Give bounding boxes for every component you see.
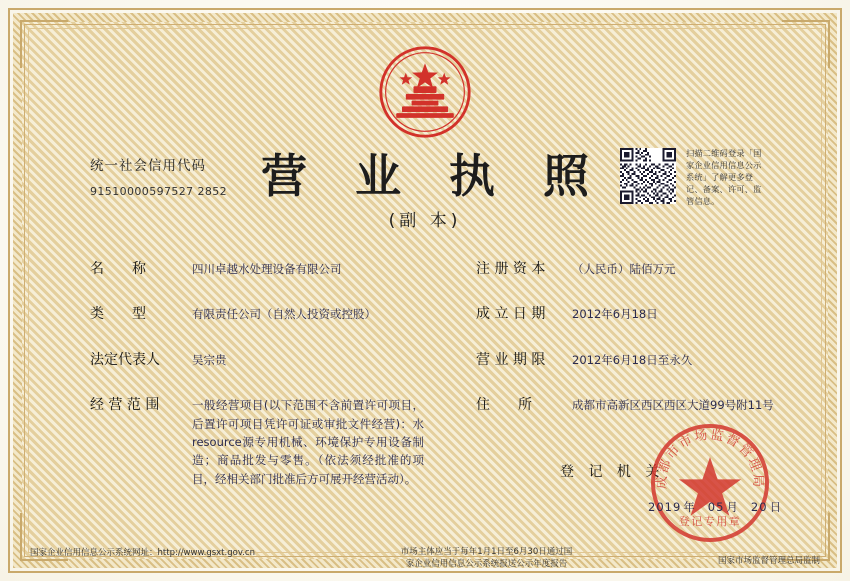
footer-right: 国家市场监督管理总局监制 bbox=[717, 555, 820, 566]
qr-code-container bbox=[620, 148, 676, 208]
footer-center-line1: 市场主体应当于每年1月1日至6月30日通过国 bbox=[400, 546, 573, 557]
field-business-scope bbox=[90, 394, 450, 488]
footer-center bbox=[401, 546, 573, 572]
field-value-company-type: 有限责任公司（自然人投资或控股） bbox=[192, 307, 376, 322]
issue-year: 2019 bbox=[648, 500, 682, 514]
field-label: 经 营 范 围 bbox=[90, 397, 160, 414]
document-body bbox=[36, 36, 814, 545]
official-seal bbox=[648, 421, 772, 545]
footer-left bbox=[30, 546, 255, 558]
document-title: 营 业 执 照 bbox=[260, 149, 606, 203]
issue-month-unit: 月 bbox=[726, 500, 739, 514]
field-value-company-name: 四川卓越水处理设备有限公司 bbox=[192, 262, 342, 276]
footer-center-line2: 家企业信用信息公示系统报送公示年度报告 bbox=[405, 559, 568, 570]
field-value-establishment-date: 2012年6月18日 bbox=[572, 307, 658, 322]
field-registered-capital bbox=[476, 258, 836, 278]
seal-text-bottom: 登记专用章 bbox=[678, 515, 742, 528]
field-label: 注 册 资 本 bbox=[476, 261, 546, 277]
field-label: 住 所 bbox=[476, 397, 532, 414]
field-value-business-scope: 一般经营项目(以下范围不含前置许可项目，后置许可项目凭许可证或审批文件经营)：水resource源专用机械、环境保护专用设备制造；商品批发与零售。（依法须经批准的项目，经相关部门批准后方可展开经营活动）。 bbox=[192, 398, 424, 486]
issue-year-unit: 年 bbox=[683, 500, 696, 514]
field-company-type bbox=[90, 303, 450, 323]
field-label: 成 立 日 期 bbox=[476, 306, 546, 323]
issue-month: 05 bbox=[707, 500, 725, 514]
seal-text-top: 成都市市场监督管理局 bbox=[654, 427, 766, 490]
field-label: 类 型 bbox=[90, 306, 146, 323]
issue-date bbox=[648, 499, 794, 515]
registry-authority-label: 登 记 机 关 bbox=[560, 464, 665, 480]
credit-code-block bbox=[90, 154, 227, 198]
field-legal-representative bbox=[90, 349, 450, 369]
credit-code-value: 91510000597527 2852 bbox=[90, 185, 228, 198]
field-business-term bbox=[476, 349, 836, 369]
qr-code-icon bbox=[620, 148, 676, 204]
field-address bbox=[476, 394, 836, 414]
field-value-legal-representative: 吴宗贵 bbox=[192, 352, 227, 367]
document-subtitle: (副 本) bbox=[388, 211, 462, 231]
field-label: 名 称 bbox=[90, 261, 146, 277]
field-label: 营 业 期 限 bbox=[476, 351, 546, 368]
field-establishment-date bbox=[476, 303, 836, 323]
national-emblem-icon bbox=[377, 44, 473, 140]
gsxt-url-link[interactable]: http://www.gsxt.gov.cn bbox=[157, 547, 255, 558]
fields-right-column bbox=[476, 258, 836, 440]
field-value-business-term: 2012年6月18日至永久 bbox=[572, 352, 693, 367]
qr-code-note: 扫描二维码登录「国家企业信用信息公示系统」了解更多登记、备案、许可、监管信息。 bbox=[686, 148, 762, 206]
field-company-name bbox=[90, 258, 450, 278]
issue-day-unit: 日 bbox=[769, 500, 783, 514]
fields-left-column bbox=[90, 258, 450, 513]
issue-day: 20 bbox=[750, 500, 768, 514]
document-footer bbox=[30, 546, 820, 572]
field-label: 法定代表人 bbox=[90, 351, 160, 368]
footer-left-label: 国家企业信用信息公示系统网址： bbox=[30, 547, 158, 558]
credit-code-label: 统一社会信用代码 bbox=[90, 158, 206, 174]
field-value-address: 成都市高新区西区西区大道99号附11号 bbox=[572, 398, 774, 413]
field-value-registered-capital: （人民币）陆佰万元 bbox=[572, 262, 676, 276]
